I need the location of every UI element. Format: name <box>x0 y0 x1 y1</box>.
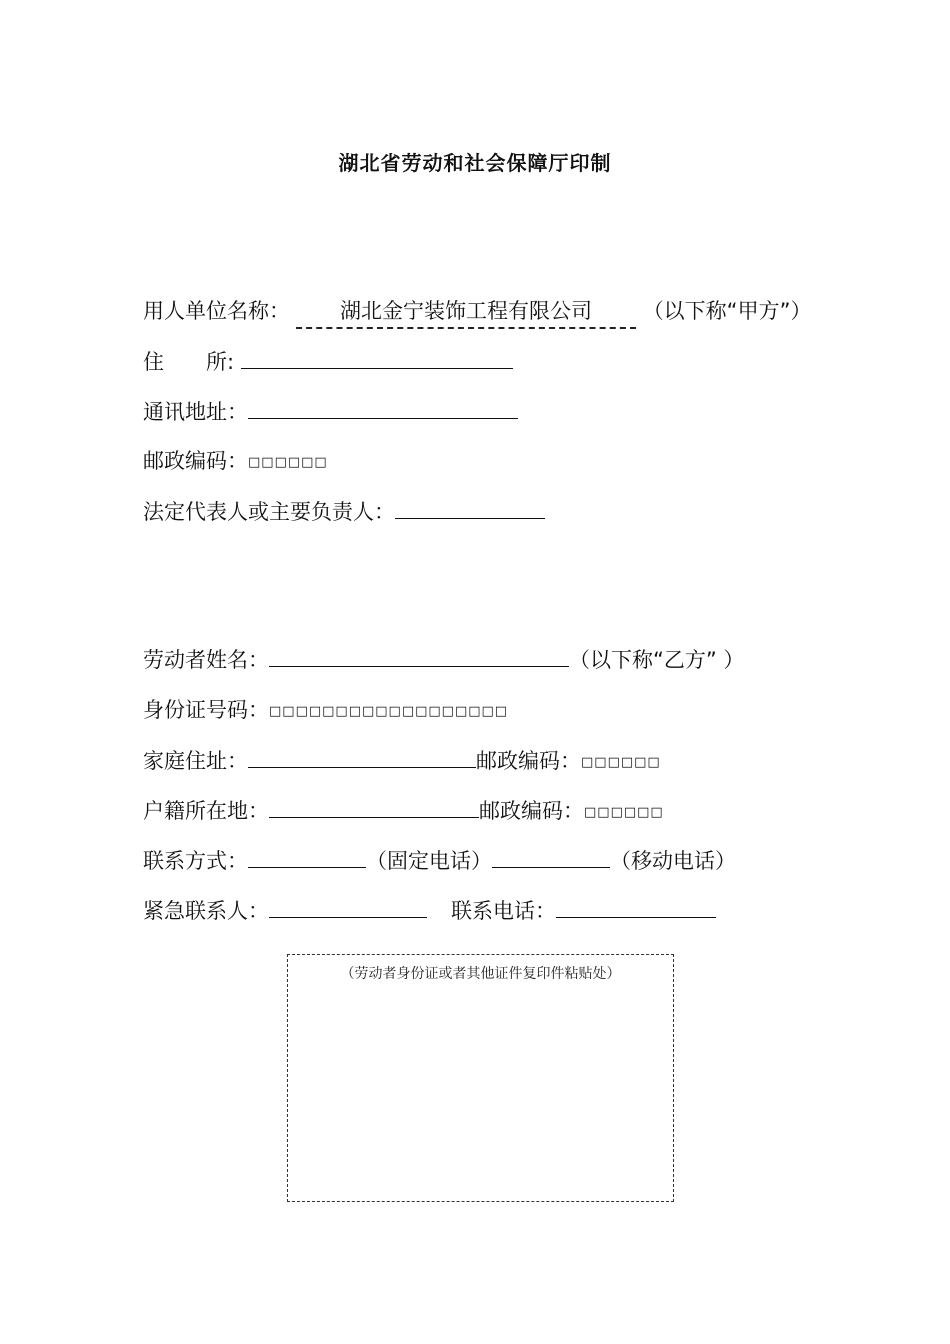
worker-home-row <box>143 745 661 778</box>
employer-address-field[interactable] <box>241 346 513 369</box>
worker-name-row <box>143 644 744 675</box>
emergency-phone-label: 联系电话： <box>451 899 556 923</box>
worker-name-field[interactable] <box>269 644 569 667</box>
employer-address-row <box>143 346 513 377</box>
legal-rep-label: 法定代表人或主要负责人： <box>143 500 395 524</box>
emergency-contact-label: 紧急联系人： <box>143 899 269 923</box>
worker-name-label: 劳动者姓名： <box>143 648 269 672</box>
id-copy-caption: （劳动者身份证或者其他证件复印件粘贴处） <box>340 966 621 982</box>
worker-hukou-label: 户籍所在地： <box>143 799 269 823</box>
worker-hukou-row <box>143 795 664 828</box>
id-copy-paste-area <box>287 954 674 1202</box>
legal-rep-field[interactable] <box>395 496 545 519</box>
employer-postcode-boxes[interactable]: □□□□□□ <box>248 455 328 470</box>
worker-hukou-postcode-label: 邮政编码： <box>479 799 584 823</box>
fixed-phone-field[interactable] <box>248 845 366 868</box>
employer-name-field[interactable]: 湖北金宁装饰工程有限公司 <box>296 296 636 329</box>
employer-name-label: 用人单位名称： <box>143 299 290 323</box>
worker-id-row <box>143 695 508 727</box>
emergency-phone-field[interactable] <box>556 895 716 918</box>
employer-mailing-row <box>143 396 518 427</box>
worker-contact-label: 联系方式： <box>143 849 248 873</box>
worker-home-postcode-boxes[interactable]: □□□□□□ <box>581 755 661 770</box>
emergency-contact-field[interactable] <box>269 895 427 918</box>
worker-home-field[interactable] <box>248 745 476 768</box>
employer-name-row <box>143 296 811 329</box>
worker-home-label: 家庭住址： <box>143 749 248 773</box>
employer-address-label: 住 所: <box>143 350 235 374</box>
worker-id-label: 身份证号码： <box>143 698 269 722</box>
mobile-phone-label: （移动电话） <box>610 849 736 873</box>
worker-id-boxes[interactable]: □□□□□□□□□□□□□□□□□□ <box>269 704 509 719</box>
emergency-row <box>143 895 716 926</box>
worker-hukou-postcode-boxes[interactable]: □□□□□□ <box>584 805 664 820</box>
employer-mailing-label: 通讯地址： <box>143 400 248 424</box>
employer-postcode-label: 邮政编码： <box>143 449 248 473</box>
worker-name-note: （以下称“乙方” ） <box>569 648 745 672</box>
legal-rep-row <box>143 496 545 527</box>
worker-contact-row <box>143 845 736 876</box>
mobile-phone-field[interactable] <box>492 845 610 868</box>
employer-mailing-field[interactable] <box>248 396 518 419</box>
page-title: 湖北省劳动和社会保障厅印制 <box>338 151 612 175</box>
fixed-phone-label: （固定电话） <box>366 849 492 873</box>
employer-name-note: （以下称“甲方”） <box>642 299 812 323</box>
worker-hukou-field[interactable] <box>269 795 479 818</box>
employer-postcode-row <box>143 446 328 478</box>
worker-home-postcode-label: 邮政编码： <box>476 749 581 773</box>
